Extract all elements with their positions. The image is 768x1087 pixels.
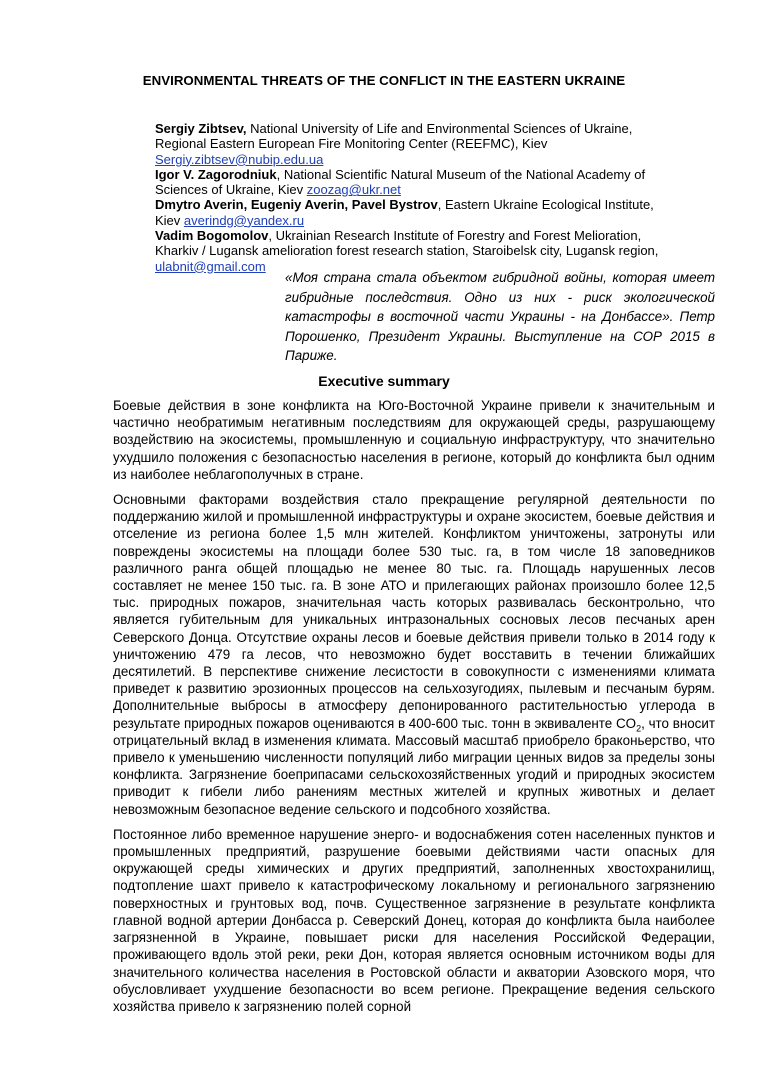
author-affiliation: Sciences of Ukraine, Kiev: [155, 182, 307, 198]
document-title: ENVIRONMENTAL THREATS OF THE CONFLICT IN THE EASTERN UKRAINE: [142, 73, 626, 88]
author-name: Igor V. Zagorodniuk: [155, 166, 277, 182]
author-line: [155, 152, 675, 167]
author-line: [155, 182, 675, 197]
author-affiliation: , National Scientific Natural Museum of the National Academy of: [276, 166, 646, 182]
author-line: [155, 197, 675, 212]
author-affiliation: Kharkiv / Lugansk amelioration forest research station, Staroibelsk city, Lugansk region,: [155, 243, 659, 259]
email-link[interactable]: averindg@yandex.ru: [183, 212, 305, 228]
email-link[interactable]: Sergiy.zibtsev@nubip.edu.ua: [155, 151, 324, 167]
author-name: Vadim Bogomolov: [155, 228, 269, 244]
email-link[interactable]: zoozag@ukr.net: [306, 182, 401, 198]
author-affiliation: Kiev: [155, 212, 184, 228]
paragraph: [113, 491, 715, 818]
author-line: [155, 228, 675, 243]
author-line: [155, 121, 675, 136]
email-link[interactable]: ulabnit@gmail.com: [155, 258, 266, 274]
paragraph: Боевые действия в зоне конфликта на Юго-Восточной Украине привели к значительным и частично необратимым негативным последствиям для окружающей среды, разрушающему воздействию на экосистемы, промышленную и социальную инфраструктуру, что значительно ухудшило положения с безопасностью населения в регионе, который до конфликта был одним из наиболее неблагополучных в стране.: [113, 398, 715, 482]
epigraph-quote: «Моя страна стала объектом гибридной войны, которая имеет гибридные последствия. Одно из них - риск экологической катастрофы в восточной части Украины - на Донбассе». Петр Порошенко, Президент Украины. Выступление на СОР 2015 в Париже.: [285, 270, 715, 363]
author-affiliation: , Ukrainian Research Institute of Forestry and Forest Melioration,: [268, 228, 642, 244]
author-line: [155, 213, 675, 228]
author-affiliation: , Eastern Ukraine Ecological Institute,: [437, 197, 654, 213]
author-line: [155, 167, 675, 182]
paragraph: Постоянное либо временное нарушение энерго- и водоснабжения сотен населенных пунктов и промышленных предприятий, разрушение боевыми действиями части опасных для окружающей среды химических и других предприятий, заполненных хвостохранилищ, подтопление шахт привело к катастрофическому локальному и регионального загрязнению поверхностных и грунтовых вод, почв. Существенное загрязнение в результате конфликта главной водной артерии Донбасса р. Северский Донец, которая до конфликта была наиболее загрязненной в Украине, повышает риски для населения Российской Федерации, проживающего вдоль этой реки, реки Дон, которая является основным источником воды для значительного количества населения в Ростовской области и акватории Азовского моря, что обусловливает ухудшение безопасности во всем регионе. Прекращение ведения сельского хозяйства привело к загрязнению полей сорной: [113, 826, 715, 1014]
author-block: [155, 121, 675, 274]
subscript: 2: [636, 723, 642, 734]
author-affiliation: Regional Eastern European Fire Monitoring Center (REEFMC), Kiev: [155, 136, 548, 152]
summary-body: [113, 397, 715, 1023]
author-affiliation: National University of Life and Environmental Sciences of Ukraine,: [246, 121, 633, 136]
paragraph-text: , что вносит отрицательный вклад в изменения климата. Массовый масштаб приобрело браконьерство, что привело к уменьшению численности популяций либо миграции ценных видов за пределы зоны конфликта. Загрязнение боеприпасами сельскохозяйственных угодий и природных экосистем приводит к гибели либо ранениям местных жителей и крупных животных и делает невозможным безопасное ведение сельского и подсобного хозяйства.: [113, 715, 715, 817]
author-name: Dmytro Averin, Eugeniy Averin, Pavel Bystrov: [155, 197, 438, 213]
paragraph-text: Основными факторами воздействия стало прекращение регулярной деятельности по поддержанию жилой и промышленной инфраструктуры и охране экосистем, боевые действия и отселение из региона более 1,5 млн жителей. Конфликтом уничтожены, затронуты или повреждены экосистемы на площади более 530 тыс. га, в том числе 18 заповедников различного ранга общей площадью не менее 80 тыс. га. Площадь нарушенных лесов составляет не менее 150 тыс. га. В зоне АТО и прилегающих районах произошло более 12,5 тыс. природных пожаров, значительная часть которых развивалась бесконтрольно, что является губительным для уникальных интразональных сосновых лесов песчаных арен Северского Донца. Отсутствие охраны лесов и боевые действия привели только в 2014 году к уничтожению 479 га лесов, что невозможно будет восставить в течении ближайших десятилетий. В перспективе снижение лесистости в совокупности с изменениями климата приведет к развитию эрозионных процессов на сельхозугодиях, пылевым и песчаным бурям. Дополнительные выбросы в атмосферу депонированного растительностью углерода в результате природных пожаров оцениваются в 400-600 тыс. тонн в эквиваленте CO: [113, 492, 715, 731]
author-name: Sergiy Zibtsev,: [155, 121, 247, 136]
section-heading: Executive summary: [318, 373, 450, 389]
